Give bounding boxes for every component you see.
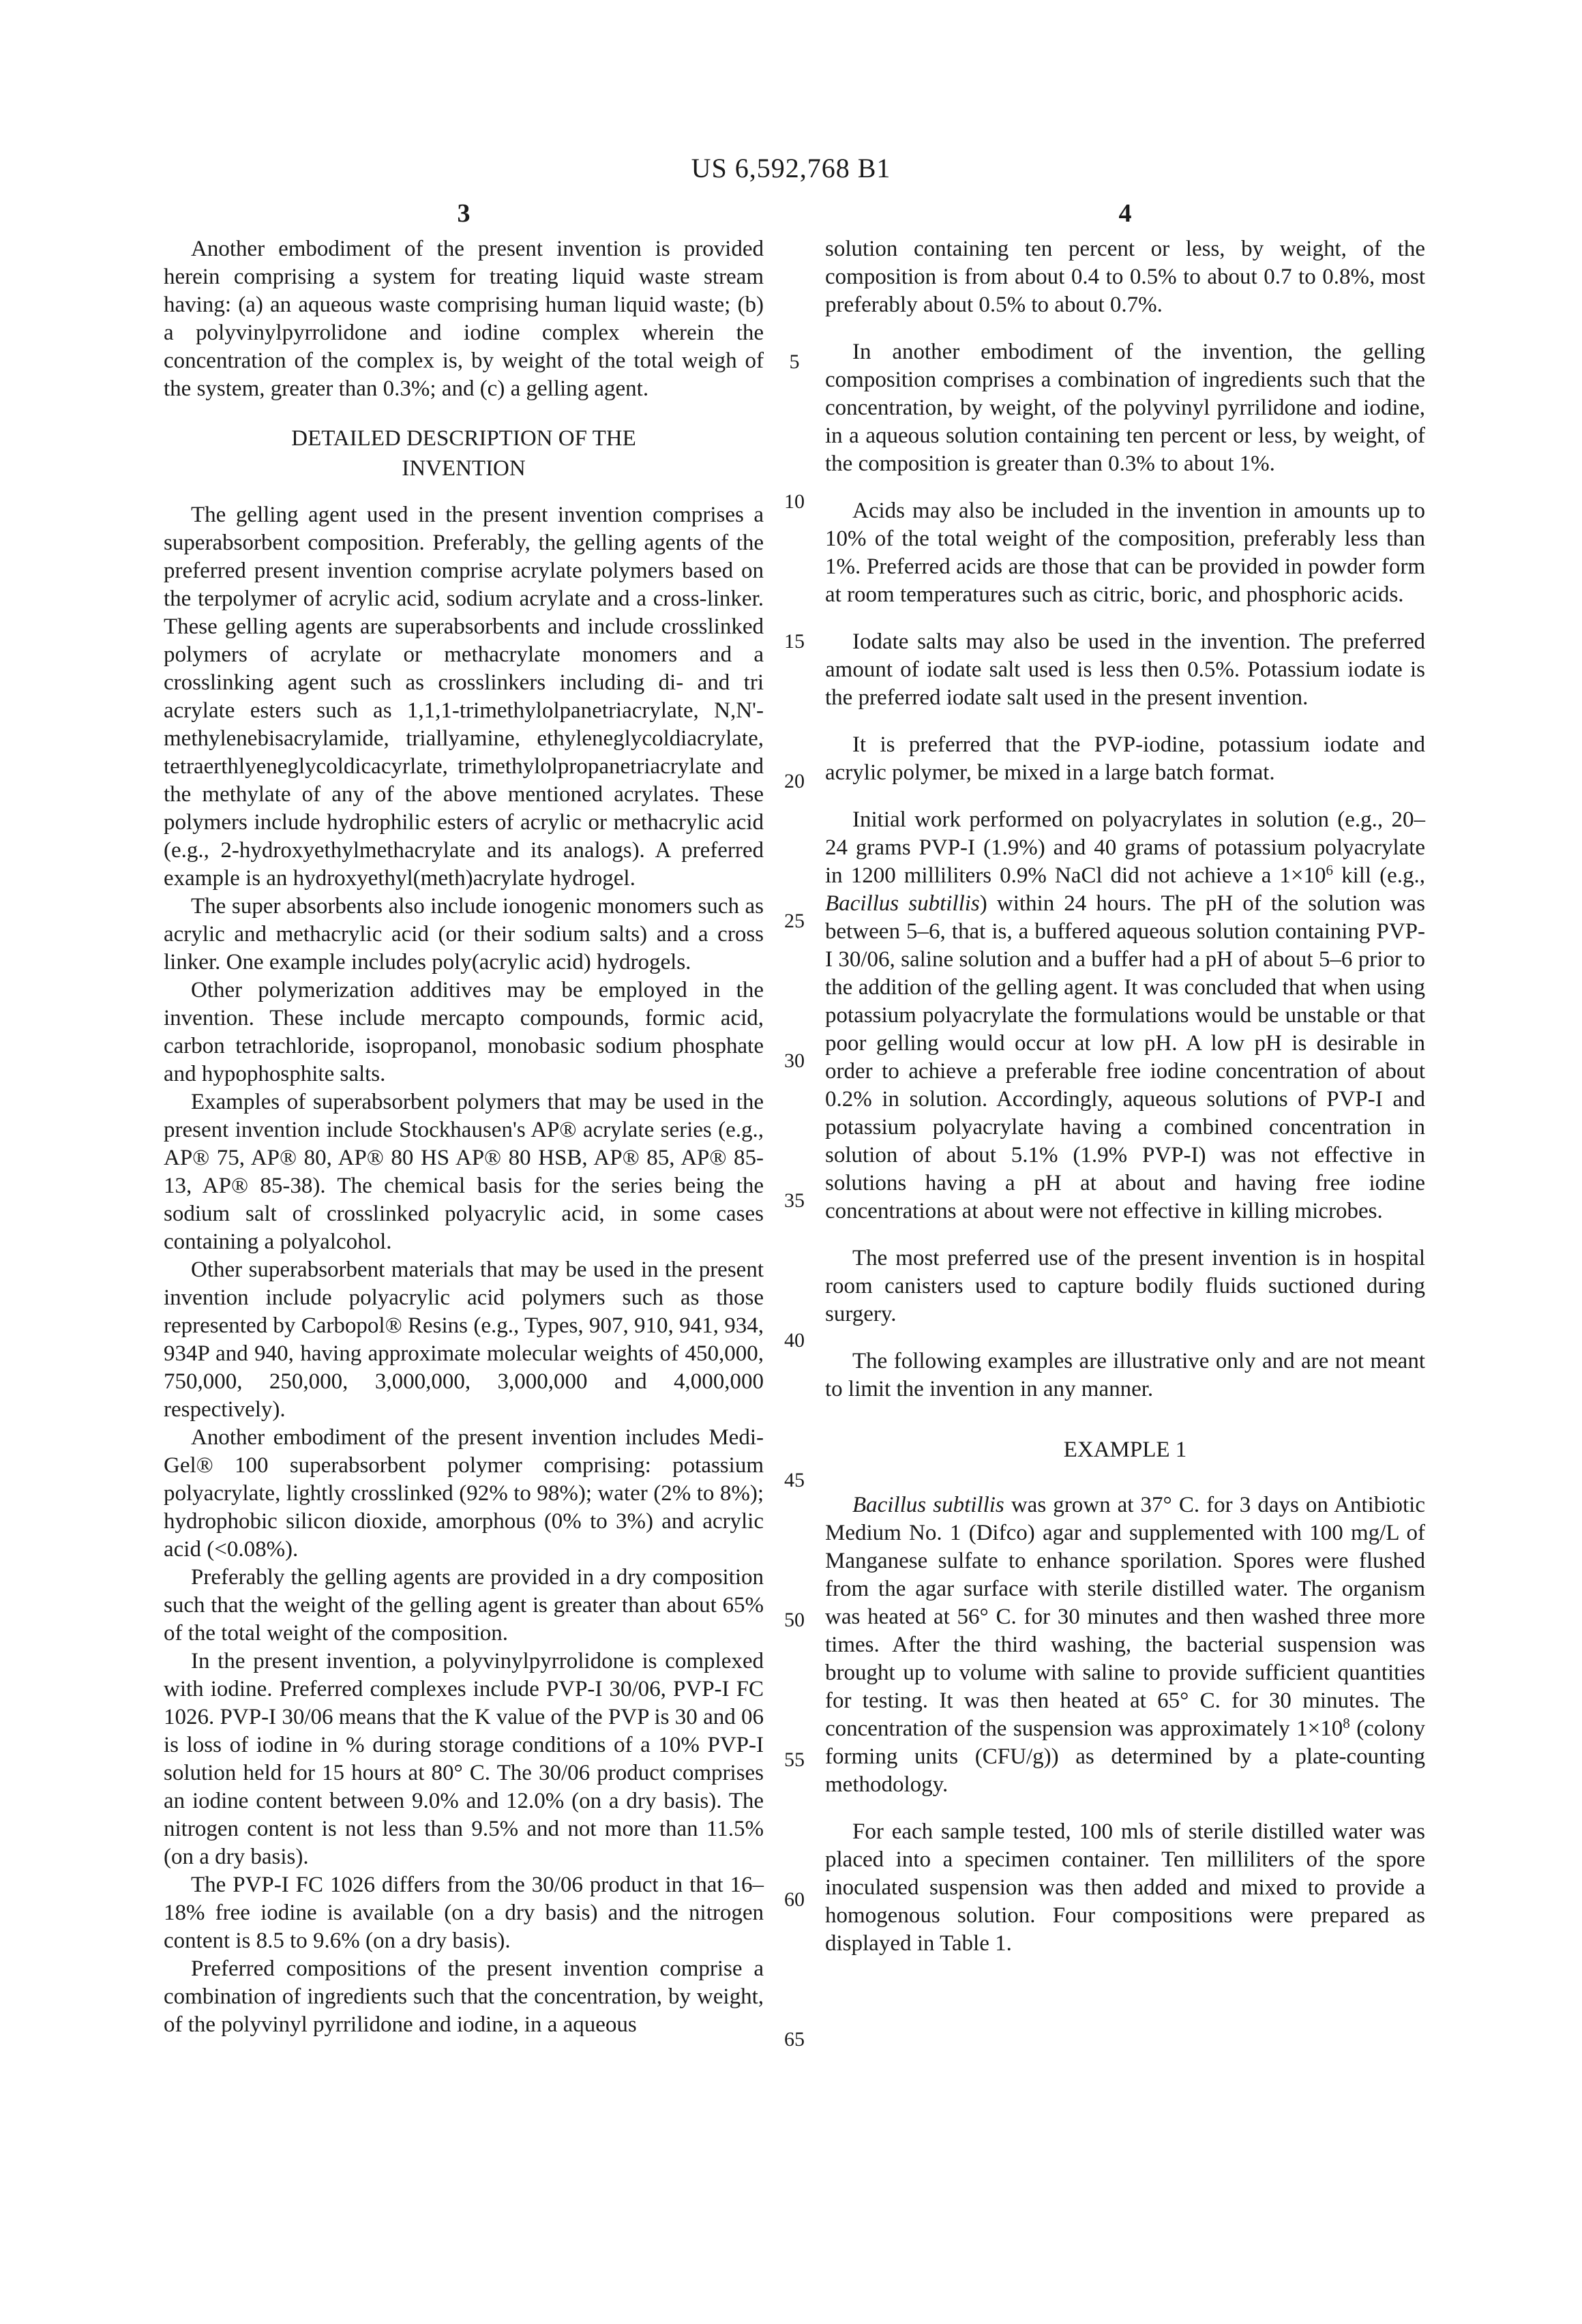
paragraph bbox=[825, 806, 1425, 1225]
superscript: 6 bbox=[1326, 862, 1334, 878]
paragraph: The most preferred use of the present invention is in hospital room canisters used to capture bodily fluids suctioned during surgery. bbox=[825, 1246, 1425, 1326]
paragraph: Other superabsorbent materials that may be used in the present invention include polyacrylic acid polymers such as those represented by Carbopol® Resins (e.g., Types, 907, 910, 941, 934, 934P and 940, having approximate molecular weights of 450,000, 750,000, 250,000, 3,000,000, 3,000,000 and 4,000,000 respectively). bbox=[164, 1257, 764, 1422]
paragraph bbox=[825, 1491, 1425, 1799]
line-number: 25 bbox=[784, 910, 805, 932]
paragraph: solution containing ten percent or less, by weight, of the composition is from about 0.4 to 0.5% to about 0.7 to 0.8%, most preferably about 0.5% to about 0.7%. bbox=[825, 237, 1425, 317]
right-column bbox=[825, 235, 1425, 1958]
line-number: 40 bbox=[784, 1329, 805, 1352]
paragraph: Iodate salts may also be used in the invention. The preferred amount of iodate salt used is less then 0.5%. Potassium iodate is the preferred iodate salt used in the present invention. bbox=[825, 629, 1425, 710]
text-run: kill (e.g., bbox=[1333, 863, 1425, 888]
line-number: 45 bbox=[784, 1469, 805, 1491]
line-number: 65 bbox=[784, 2028, 805, 2051]
column-number-left: 3 bbox=[457, 199, 471, 228]
italic-species-name: Bacillus subtillis bbox=[825, 891, 980, 916]
superscript: 8 bbox=[1343, 1715, 1350, 1731]
paragraph: In the present invention, a polyvinylpyrrolidone is complexed with iodine. Preferred complexes include PVP-I 30/06, PVP-I FC 1026. PVP-I 30/06 means that the K value of the PVP is 30 and 06 is loss of iodine in % during storage conditions of a 10% PVP-I solution held for 15 hours at 80° C. The 30/06 product comprises an iodine content between 9.0% and 12.0% (on a dry basis). The nitrogen content is not less than 9.5% and not more than 11.5% (on a dry basis). bbox=[164, 1649, 764, 1869]
line-numbers-gutter bbox=[764, 235, 825, 2051]
line-number: 5 bbox=[789, 351, 800, 373]
italic-species-name: Bacillus subtillis bbox=[852, 1493, 1004, 1517]
paragraph: In another embodiment of the invention, the gelling composition comprises a combination of ingredients such that the concentration, by weight, of the polyvinyl pyrrilidone and iodine, in a aqueous solution containing ten percent or less, by weight, of the composition is greater than 0.3% to about 1%. bbox=[825, 340, 1425, 476]
section-heading-line-2: INVENTION bbox=[402, 456, 526, 481]
patent-number: US 6,592,768 B1 bbox=[691, 153, 891, 183]
paragraph: Other polymerization additives may be employed in the invention. These include mercapto compounds, formic acid, carbon tetrachloride, isopropanol, monobasic sodium phosphate and hypophosphite salts. bbox=[164, 978, 764, 1086]
section-heading bbox=[164, 423, 764, 483]
paragraph: Another embodiment of the present invention includes Medi-Gel® 100 superabsorbent polymer comprising: potassium polyacrylate, lightly crosslinked (92% to 98%); water (2% to 8%); hydrophobic silicon dioxide, amorphous (0% to 3%) and acrylic acid (<0.08%). bbox=[164, 1425, 764, 1562]
column-numbers-gap bbox=[764, 198, 825, 228]
paragraph: The gelling agent used in the present invention comprises a superabsorbent composition. Preferably, the gelling agents of the preferred present invention comprise acrylate polymers based on the terpolymer of acrylic acid, sodium acrylate and a cross-linker. These gelling agents are superabsorbents and include crosslinked polymers of acrylate or methacrylate monomers and a crosslinking agent such as crosslinkers including di- and tri acrylate esters such as 1,1,1-trimethylolpanetriacrylate, N,N'-methylenebisacrylamide, triallyamine, ethyleneglycoldiacrylate, tetraerthlyeneglycoldicacyrlate, trimethylolpropanetriacrylate and the methylate of any of the above mentioned acrylates. These polymers include hydrophilic esters of acrylic or methacrylic acid (e.g., 2-hydroxyethylmethacrylate and its analogs). A preferred example is an hydroxyethyl(meth)acrylate hydrogel. bbox=[164, 503, 764, 891]
section-heading-line-1: DETAILED DESCRIPTION OF THE bbox=[291, 426, 636, 451]
paragraph: For each sample tested, 100 mls of sterile distilled water was placed into a specimen container. Ten milliliters of the spore inoculated suspension was then added and mixed to provide a homogenous solution. Four compositions were prepared as displayed in Table 1. bbox=[825, 1819, 1425, 1956]
paragraph: Acids may also be included in the invention in amounts up to 10% of the total weight of the composition, preferably less than 1%. Preferred acids are those that can be provided in powder form at room temperatures such as citric, boric, and phosphoric acids. bbox=[825, 498, 1425, 607]
paragraph: Another embodiment of the present invention is provided herein comprising a system for treating liquid waste stream having: (a) an aqueous waste comprising human liquid waste; (b) a polyvinylpyrrolidone and iodine complex wherein the concentration of the complex is, by weight of the total weigh of the system, greater than 0.3%; and (c) a gelling agent. bbox=[164, 237, 764, 401]
paragraph: The PVP-I FC 1026 differs from the 30/06 product in that 16–18% free iodine is available (on a dry basis) and the nitrogen content is 8.5 to 9.6% (on a dry basis). bbox=[164, 1873, 764, 1953]
line-number: 10 bbox=[784, 490, 805, 513]
line-number: 15 bbox=[784, 630, 805, 653]
line-number: 20 bbox=[784, 770, 805, 792]
paragraph: Examples of superabsorbent polymers that may be used in the present invention include Stockhausen's AP® acrylate series (e.g., AP® 75, AP® 80, AP® 80 HS AP® 80 HSB, AP® 85, AP® 85-13, AP® 85-38). The chemical basis for the series being the sodium salt of crosslinked polyacrylic acid, in some cases containing a polyalcohol. bbox=[164, 1090, 764, 1254]
paragraph: Preferred compositions of the present invention comprise a combination of ingredients such that the concentration, by weight, of the polyvinyl pyrrilidone and iodine, in a aqueous bbox=[164, 1956, 764, 2037]
paragraph: It is preferred that the PVP-iodine, potassium iodate and acrylic polymer, be mixed in a large batch format. bbox=[825, 732, 1425, 785]
text-run: ) within 24 hours. The pH of the solution was between 5–6, that is, a buffered aqueous solution containing PVP-I 30/06, saline solution and a buffer had a pH of about 5–6 prior to the addition of the gelling agent. It was concluded that when using potassium polyacrylate the formulations would be unstable or that poor gelling would occur at low pH. A low pH is desirable in order to achieve a preferable free iodine concentration of about 0.2% in solution. Accordingly, aqueous solutions of PVP-I and potassium polyacrylate having a combined concentration in solution of about 5.1% (1.9% PVP-I) was not effective in solutions having a pH at about and having free iodine concentrations at about were not effective in killing microbes. bbox=[825, 891, 1426, 1223]
column-numbers-row bbox=[164, 198, 1425, 228]
left-column bbox=[164, 235, 764, 2039]
text-run: was grown at 37° C. for 3 days on Antibiotic Medium No. 1 (Difco) agar and supplemented with 100 mg/L of Manganese sulfate to enhance sporilation. Spores were flushed from the agar surface with sterile distilled water. The organism was heated at 56° C. for 30 minutes and then washed three more times. After the third washing, the bacterial suspension was brought up to volume with saline to provide sufficient quantities for testing. It was then heated at 65° C. for 30 minutes. The concentration of the suspension was approximately 1×10 bbox=[825, 1493, 1425, 1741]
paragraph: Preferably the gelling agents are provided in a dry composition such that the weight of the gelling agent is greater than about 65% of the total weight of the composition. bbox=[164, 1565, 764, 1645]
line-number: 35 bbox=[784, 1189, 805, 1212]
line-number: 55 bbox=[784, 1748, 805, 1771]
paragraph: The following examples are illustrative only and are not meant to limit the invention in any manner. bbox=[825, 1349, 1425, 1401]
example-heading: EXAMPLE 1 bbox=[1063, 1437, 1187, 1462]
column-number-right: 4 bbox=[1118, 199, 1132, 228]
paragraph: The super absorbents also include ionogenic monomers such as acrylic and methacrylic acid (or their sodium salts) and a cross linker. One example includes poly(acrylic acid) hydrogels. bbox=[164, 894, 764, 974]
text-run: Initial work performed on polyacrylates in solution (e.g., 20–24 grams PVP-I (1.9%) and 40 grams of potassium polyacrylate in 1200 milliliters 0.9% NaCl did not achieve a 1×10 bbox=[825, 807, 1425, 888]
page-body bbox=[164, 235, 1426, 2051]
text-run: (colony forming units (CFU/g)) as determined by a plate-counting methodology. bbox=[825, 1716, 1425, 1797]
line-number: 30 bbox=[784, 1049, 805, 1072]
line-number: 60 bbox=[784, 1888, 805, 1911]
line-number: 50 bbox=[784, 1609, 805, 1631]
